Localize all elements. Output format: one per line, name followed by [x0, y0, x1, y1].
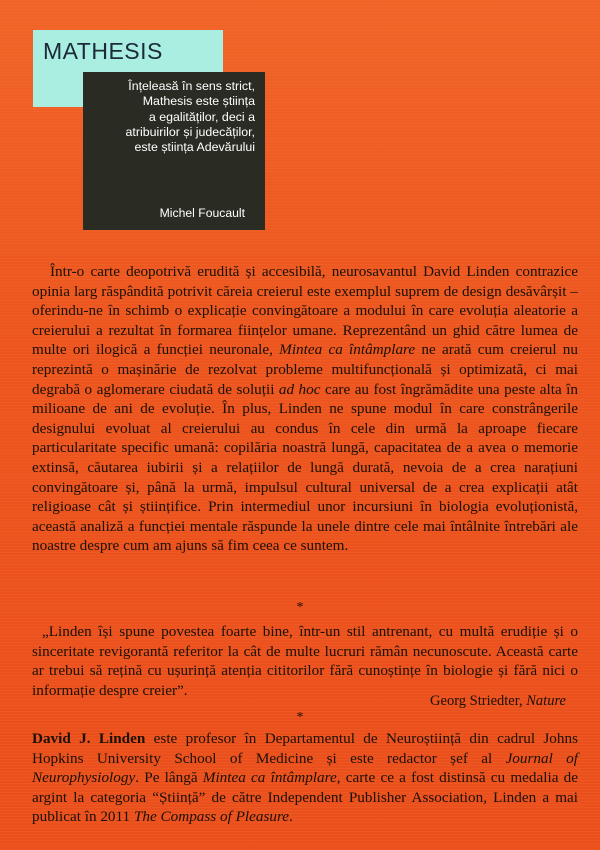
bio-text: este profesor în Departamentul de Neuroștiință din cadrul Johns Hopkins University School of Medicine și este redactor șef al [32, 730, 578, 767]
epigraph-line: atribuirilor și judecăților, [125, 124, 255, 139]
book-title-italic: Mintea ca întâmplare [279, 341, 416, 359]
bio-text: , carte ce a fost distinsă cu medalia de argint la categoria “Știință” de către Independent Publisher Association, Linden a mai publicat în 2011 [32, 769, 578, 826]
epigraph-line: este știința Adevărului [134, 140, 255, 155]
reviewer-name: Georg Striedter, [430, 693, 527, 709]
author-name: David J. Linden [32, 730, 146, 747]
section-separator: * [296, 600, 304, 615]
book-description [32, 262, 578, 556]
review-source [430, 693, 566, 710]
series-title: MATHESIS [43, 38, 163, 64]
description-text: Într-o carte deopotrivă erudită și accesibilă, neurosavantul David Linden contrazice opinia larg răspândită potrivit căreia creierul este exemplul suprem de design desăvârșit – oferindu-ne în schimb o explicație convingătoare a modului în care evoluția aleatorie a creierului a rezultat în formarea ființelor umane. Reprezentând un ghid către lumea de multe ori ilogică a funcției neuronale, [32, 263, 578, 359]
journal-title-italic: Journal of Neurophysiology [32, 749, 578, 787]
epigraph-box [83, 72, 265, 230]
description-text: care au fost îngrămădite una peste alta în milioane de ani de evoluție. În plus, Linden ne spune modul în care constrângerile designului evoluat al creierului au condus în cele din urmă la aproape fiecare particularitate specific umană: copilăria noastră lungă, capacitatea de a avea o memorie extinsă, căutarea iubirii și a relațiilor de lungă durată, nevoia de a crea narațiuni convingătoare și, până la urmă, impulsul cultural universal de a crea explicații atât religioase cât și științifice. Prin intermediul unor incursiuni în biologia evoluționistă, această analiză a funcției mentale răspunde la unele dintre cele mai întâlnite întrebări ale noastre despre cum am ajuns să fim ceea ce suntem. [32, 380, 578, 555]
book-title-italic: Mintea ca întâmplare [202, 769, 337, 787]
bio-text: . [289, 808, 293, 826]
epigraph-author: Michel Foucault [159, 206, 245, 220]
epigraph-line: Mathesis este știința [142, 94, 255, 109]
author-bio [32, 729, 578, 827]
review-publication: Nature [526, 693, 566, 709]
review-quote: „Linden își spune povestea foarte bine, într-un stil antrenant, cu multă erudiție și o sinceritate revigorantă referitor la cât de multe lucruri rămân necunoscute. Această carte ar trebui să rețină cu ușurință atenția cititorilor fără cunoștințe în biologie și fără nici o informație despre creier”. [32, 623, 578, 699]
ad-hoc-italic: ad hoc [278, 380, 321, 398]
epigraph-line: a egalităților, deci a [148, 109, 255, 124]
other-book-title-italic: The Compass of Pleasure [133, 808, 290, 826]
bio-text: . Pe lângă [135, 769, 203, 787]
description-text: ne arată cum creierul nu reprezintă o mașinărie de rezolvat probleme multifuncțională și optimizată, ci mai degrabă o aglomerare ciudată de soluții [32, 341, 578, 398]
epigraph-line: Înțeleasă în sens strict, [128, 79, 255, 93]
section-separator: * [296, 710, 304, 725]
epigraph-text [85, 79, 255, 155]
